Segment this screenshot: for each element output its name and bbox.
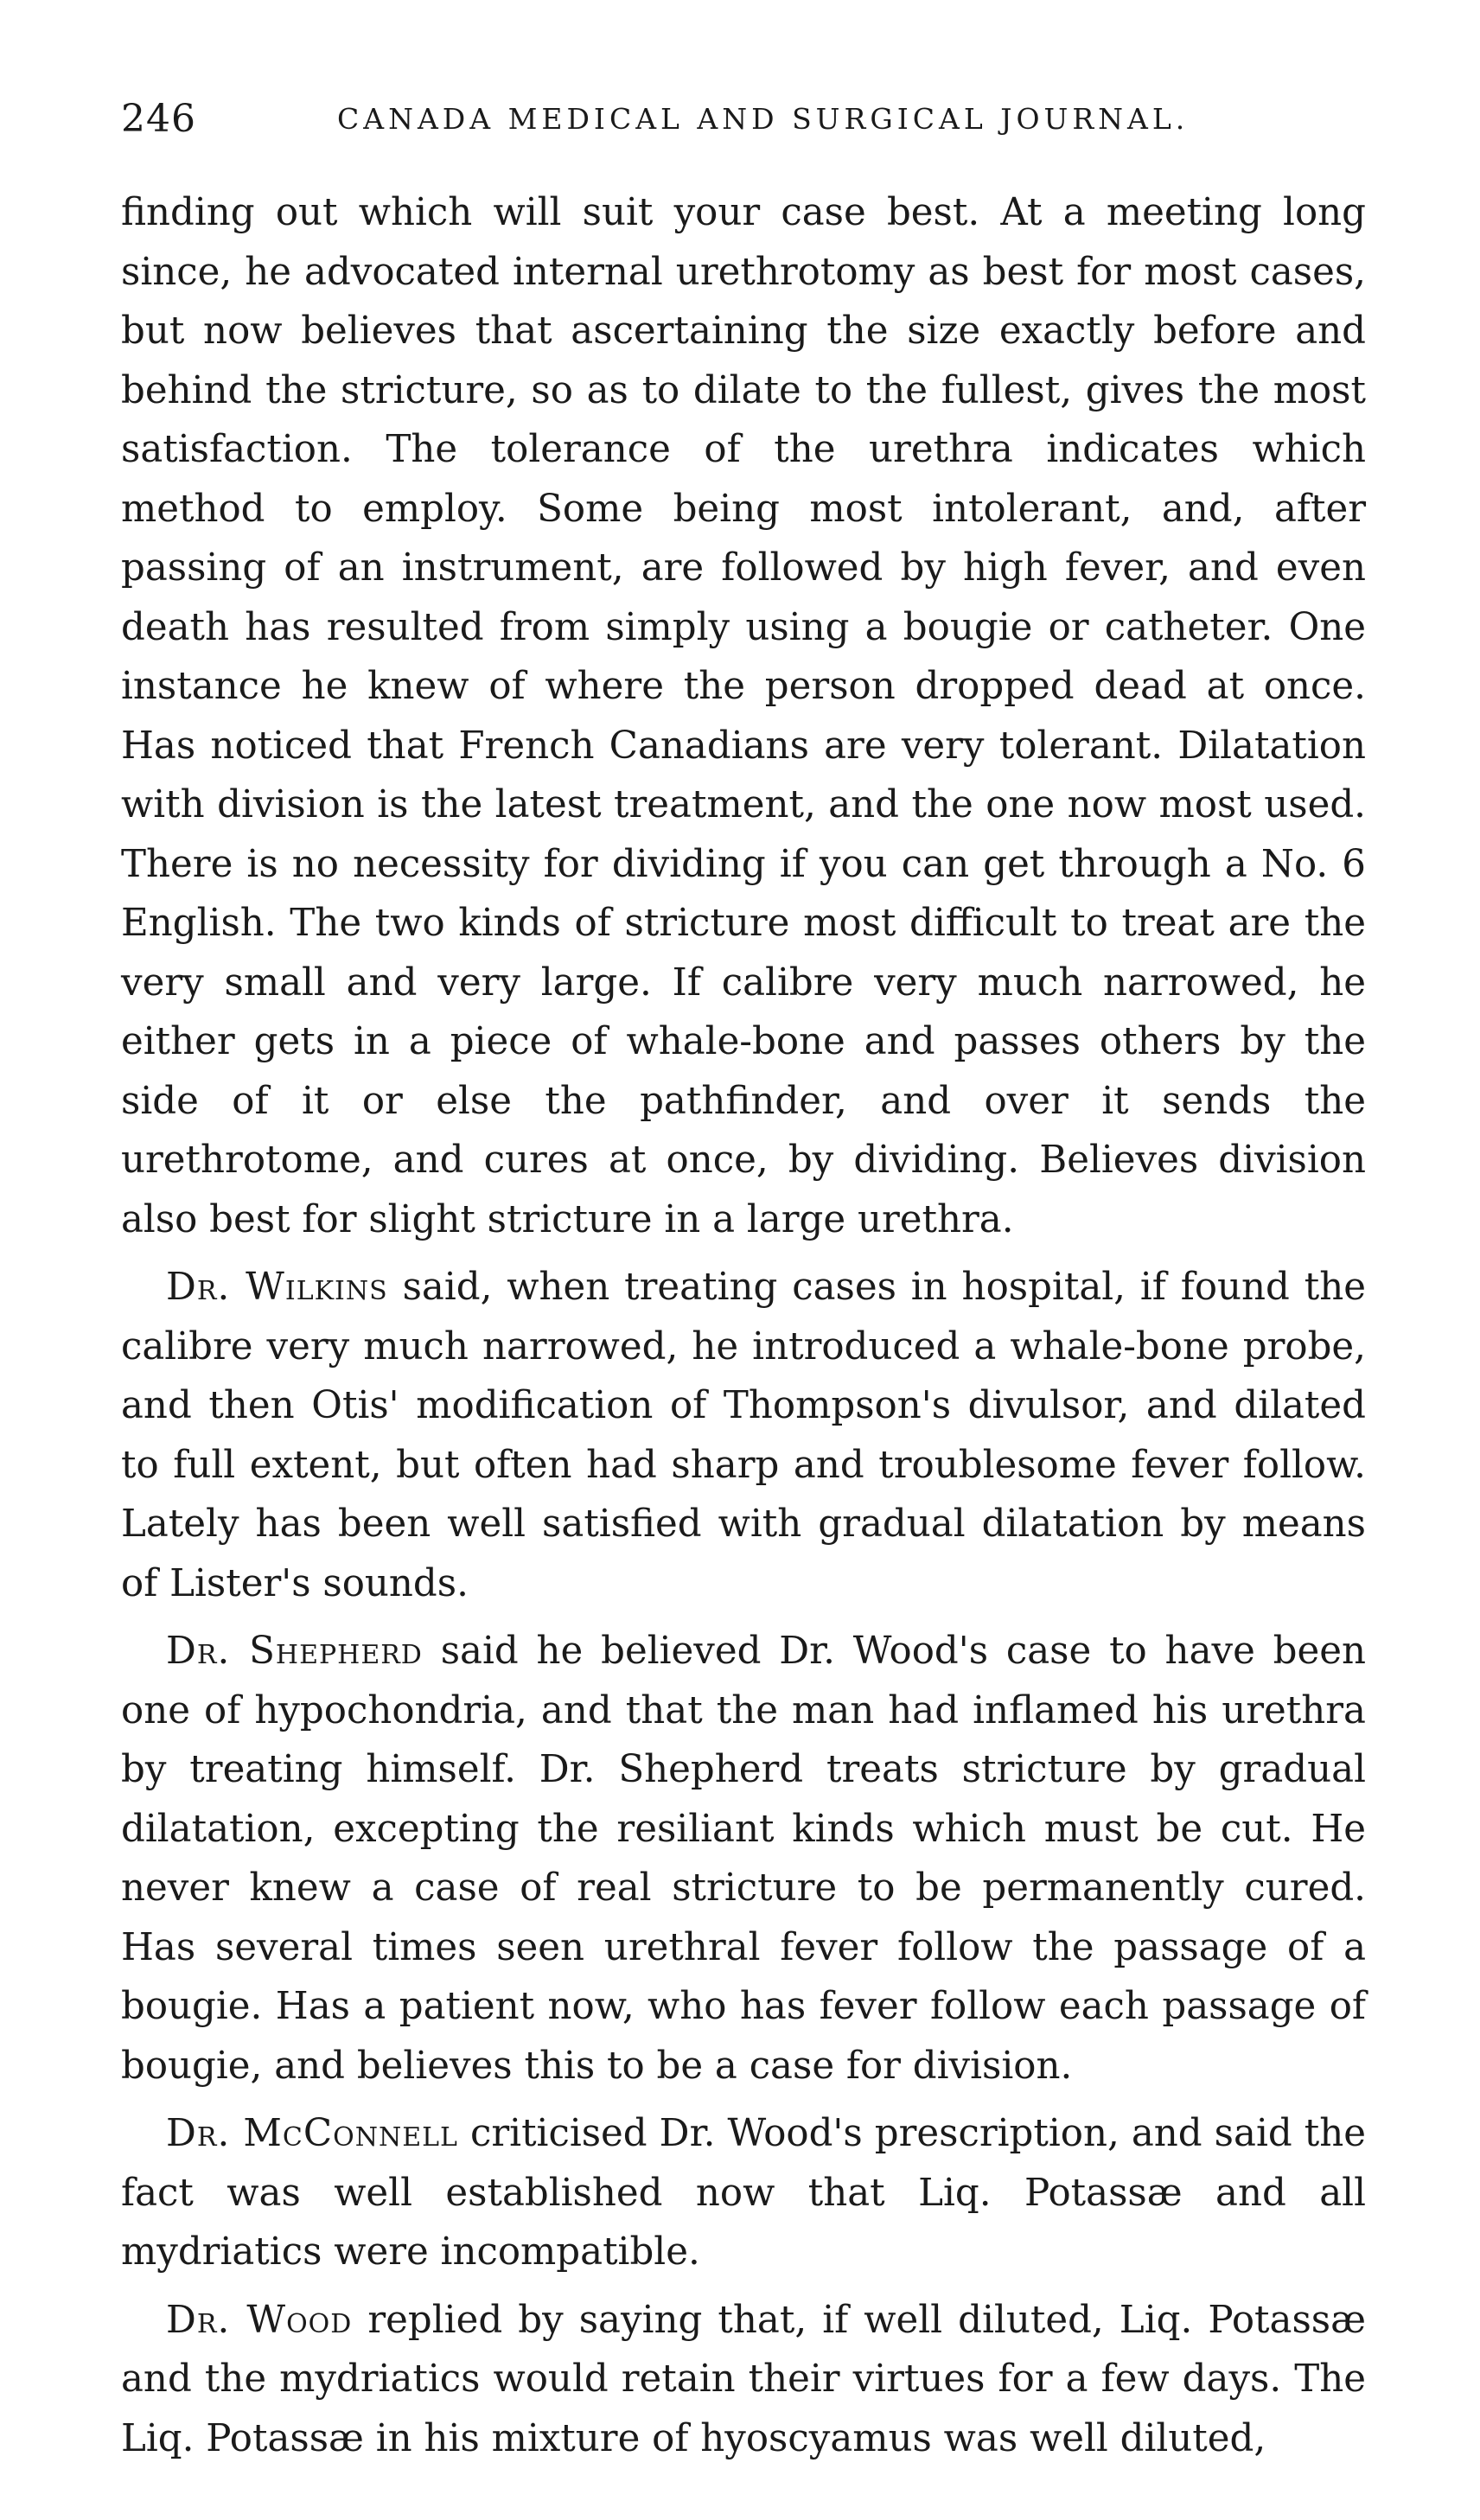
speaker-name: Dr. Wilkins xyxy=(166,1266,388,1309)
speaker-name: Dr. Wood xyxy=(166,2298,353,2342)
paragraph-text: said, when treating cases in hospital, if found the calibre very much narrowed, he introduced a whale-bone probe, and then Otis' modification of Thompson's divulsor, and dilated to full extent, but often had sharp and troublesome fever follow. Lately has been well satisfied with gradual dilatation by means of Lister's sounds. xyxy=(121,1266,1366,1605)
paragraph-text: criticised Dr. Wood's prescription, and said the fact was well established now that Liq. Potassæ and all mydriatics were incompatible. xyxy=(121,2112,1366,2274)
paragraph-text: replied by saying that, if well diluted, Liq. Potassæ and the mydriatics would retain their virtues for a few days. The Liq. Potassæ in his mixture of hyoscyamus was well diluted, xyxy=(121,2298,1366,2460)
speaker-name: Dr. McConnell xyxy=(166,2112,458,2155)
paragraph-mcconnell xyxy=(121,2104,1366,2282)
page-number: 246 xyxy=(121,97,196,141)
paragraph-wilkins xyxy=(121,1258,1366,1613)
paragraph-text: said he believed Dr. Wood's case to have been one of hypochondria, and that the man had inflamed his urethra by treating himself. Dr. Shepherd treats stricture by gradual dilatation, excepting the resiliant kinds which must be cut. He never knew a case of real stricture to be permanently cured. Has several times seen urethral fever follow the passage of a bougie. Has a patient now, who has fever follow each passage of bougie, and believes this to be a case for division. xyxy=(121,1630,1366,2088)
journal-title: CANADA MEDICAL AND SURGICAL JOURNAL. xyxy=(337,102,1190,136)
body-text xyxy=(121,183,1366,2468)
speaker-name: Dr. Shepherd xyxy=(166,1630,423,1673)
paragraph-text: finding out which will suit your case best. At a meeting long since, he advocated internal urethrotomy as best for most cases, but now believes that ascertaining the size exactly before and behind the stricture, so as to dilate to the fullest, gives the most satisfaction. The tolerance of the urethra indicates which method to employ. Some being most intolerant, and, after passing of an instrument, are followed by high fever, and even death has resulted from simply using a bougie or catheter. One instance he knew of where the person dropped dead at once. Has noticed that French Canadians are very tolerant. Dilatation with division is the latest treatment, and the one now most used. There is no necessity for dividing if you can get through a No. 6 English. The two kinds of stricture most difficult to treat are the very small and very large. If calibre very much narrowed, he either gets in a piece of whale-bone and passes others by the side of it or else the pathfinder, and over it sends the urethrotome, and cures at once, by dividing. Believes division also best for slight stricture in a large urethra. xyxy=(121,191,1366,1241)
running-header xyxy=(121,93,1366,145)
paragraph-wood xyxy=(121,2291,1366,2469)
paragraph-continuation xyxy=(121,183,1366,1249)
paragraph-shepherd xyxy=(121,1622,1366,2096)
